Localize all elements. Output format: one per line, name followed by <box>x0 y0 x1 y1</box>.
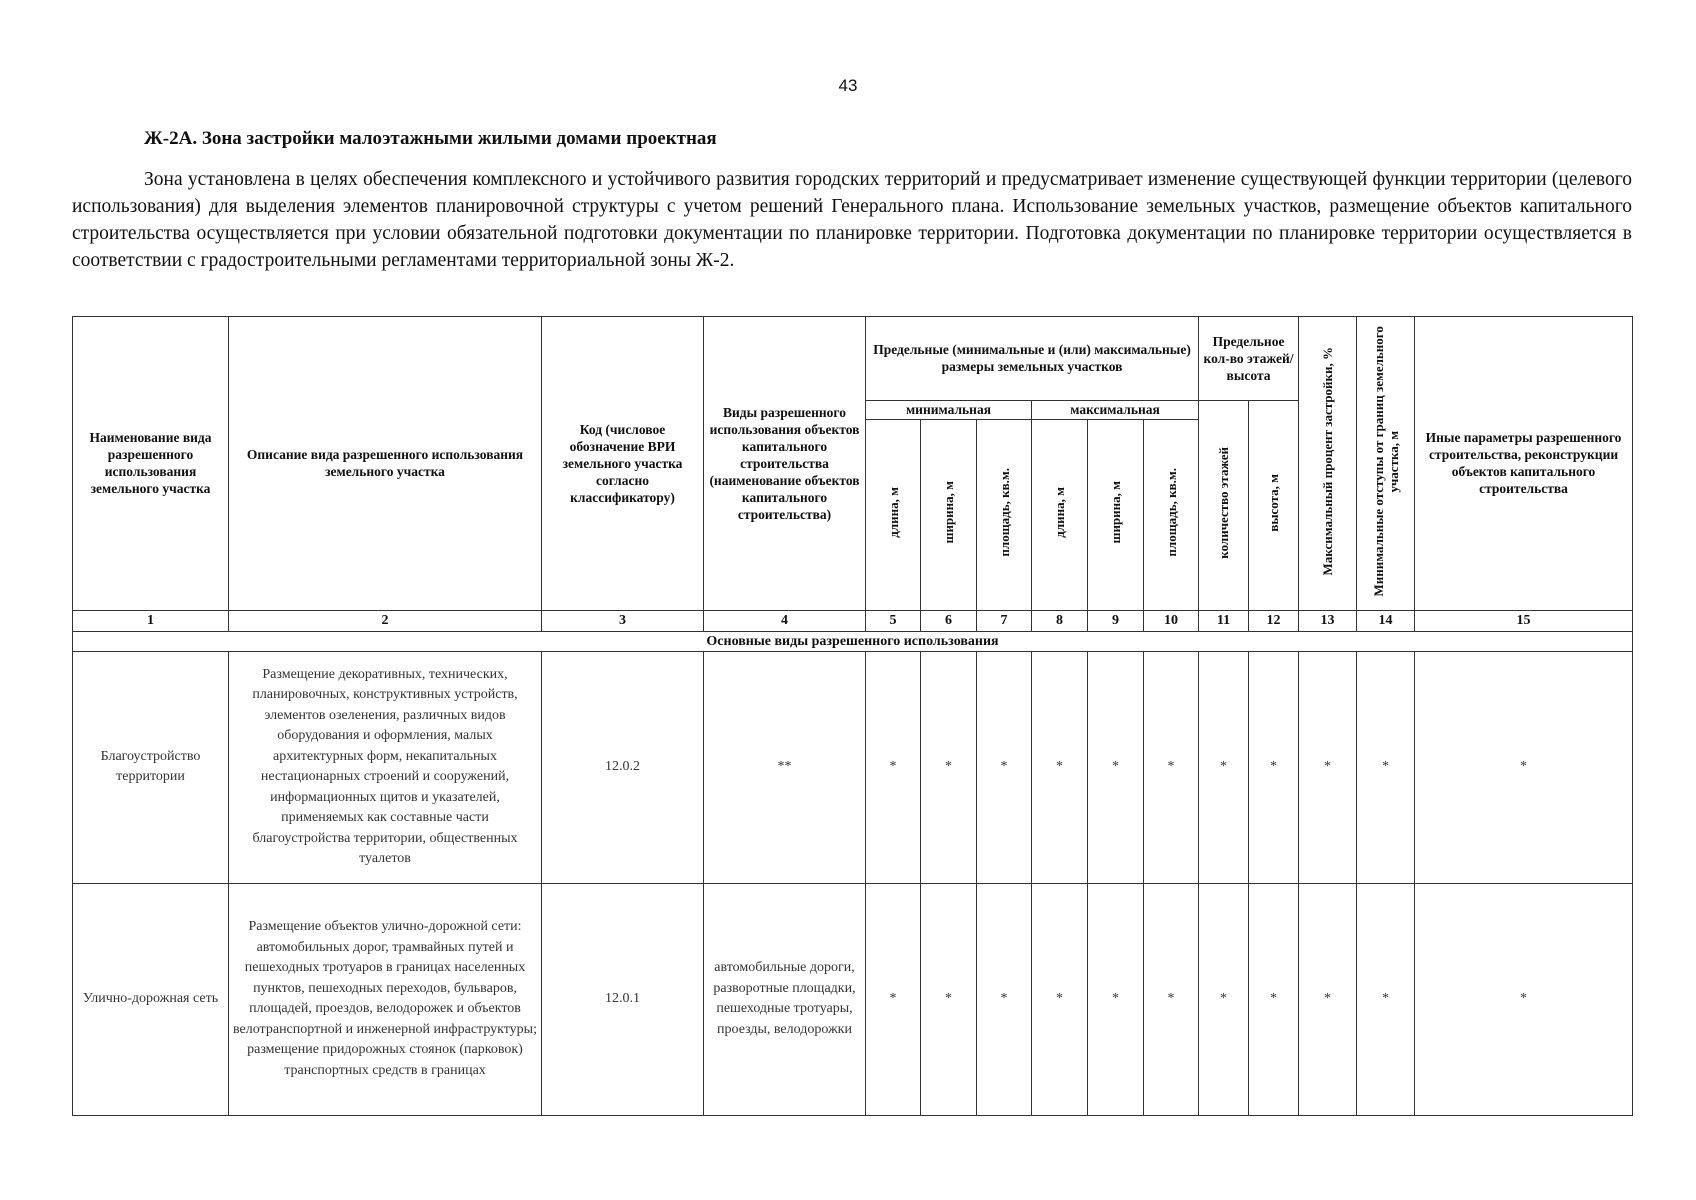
header-width-max <box>1088 419 1144 610</box>
column-number: 2 <box>229 610 542 631</box>
row-cell: * <box>1088 651 1144 883</box>
column-number: 5 <box>866 610 921 631</box>
header-row-1 <box>73 317 1633 401</box>
header-length-max <box>1032 419 1088 610</box>
header-height <box>1249 400 1299 610</box>
header-area-max <box>1144 419 1199 610</box>
group-label: Основные виды разрешенного использования <box>73 631 1633 651</box>
header-col14 <box>1357 317 1415 611</box>
row-description: Размещение объектов улично-дорожной сети: автомобильных дорог, трамвайных путей и пешеходных тротуаров в границах населенных пунктов, пешеходных переходов, бульваров, площадей, проездов, велодорожек и объектов велотранспортной и инженерной инфраструктуры; размещение придорожных стоянок (парковок) транспортных средств в границах <box>229 883 542 1115</box>
header-length-min-text: длина, м <box>885 487 901 539</box>
header-col13 <box>1299 317 1357 611</box>
header-area-min-text: площадь, кв.м. <box>996 468 1012 557</box>
header-width-min-text: ширина, м <box>941 481 956 544</box>
section-heading: Ж-2А. Зона застройки малоэтажными жилыми домами проектная <box>144 128 717 149</box>
header-floors-group: Предельное кол-во этажей/ высота <box>1199 317 1299 401</box>
intro-paragraph: Зона установлена в целях обеспечения комплексного и устойчивого развития городских территорий и предусматривает изменение существующей функции территории (целевого использования) для выделения элементов планировочной структуры с учетом решений Генерального плана. Использование земельных участков, размещение объектов капитального строительства осуществляется при условии обязательной подготовки документации по планировке территории. Подготовка документации по планировке территории осуществляется в соответствии с градостроительными регламентами территориальной зоны Ж-2. <box>72 169 1632 271</box>
header-sizes-group: Предельные (минимальные и (или) максимальные) размеры земельных участков <box>866 317 1199 401</box>
page-number: 43 <box>838 76 858 95</box>
row-description: Размещение декоративных, технических, планировочных, конструктивных устройств, элементов озеленения, различных видов оборудования и оформления, малых архитектурных форм, некапитальных нестационарных строений и сооружений, информационных щитов и указателей, применяемых как составные части благоустройства территории, общественных туалетов <box>229 651 542 883</box>
regulations-table <box>72 316 1633 1116</box>
row-cell: * <box>1357 883 1415 1115</box>
header-min-group: минимальная <box>866 400 1032 419</box>
column-number: 4 <box>704 610 866 631</box>
header-area-min <box>977 419 1032 610</box>
row-cell: * <box>1415 883 1633 1115</box>
row-cell: * <box>921 651 977 883</box>
column-number: 13 <box>1299 610 1357 631</box>
header-floors-count <box>1199 400 1249 610</box>
header-length-max-text: длина, м <box>1052 487 1067 539</box>
row-cell: * <box>866 651 921 883</box>
row-cell: * <box>1249 883 1299 1115</box>
column-number: 11 <box>1199 610 1249 631</box>
row-cell: * <box>1144 651 1199 883</box>
header-col3: Код (числовое обозначение ВРИ земельного участка согласно классификатору) <box>542 317 704 611</box>
header-col2: Описание вида разрешенного использования земельного участка <box>229 317 542 611</box>
row-name: Благоустройство территории <box>73 651 229 883</box>
row-cell: * <box>1144 883 1199 1115</box>
header-col14-text: Минимальные отступы от границ земельного участка, м <box>1370 326 1401 597</box>
row-cell: * <box>1249 651 1299 883</box>
column-number: 15 <box>1415 610 1633 631</box>
column-number: 7 <box>977 610 1032 631</box>
row-cell: * <box>1088 883 1144 1115</box>
row-code: 12.0.1 <box>542 883 704 1115</box>
header-width-max-text: ширина, м <box>1108 481 1123 544</box>
table-row <box>73 883 1633 1115</box>
row-cell: * <box>1357 651 1415 883</box>
header-col4: Виды разрешенного использования объектов капитального строительства (наименование объектов капитального строительства) <box>704 317 866 611</box>
row-cell: * <box>1199 883 1249 1115</box>
row-cell: * <box>1299 651 1357 883</box>
header-width-min <box>921 419 977 610</box>
row-cell: * <box>1415 651 1633 883</box>
row-cell: * <box>1299 883 1357 1115</box>
column-number: 12 <box>1249 610 1299 631</box>
column-number: 10 <box>1144 610 1199 631</box>
row-objects: ** <box>704 651 866 883</box>
table-row <box>73 651 1633 883</box>
header-area-max-text: площадь, кв.м. <box>1163 468 1179 557</box>
row-cell: * <box>1032 883 1088 1115</box>
column-numbers-row <box>73 610 1633 631</box>
column-number: 8 <box>1032 610 1088 631</box>
column-number: 14 <box>1357 610 1415 631</box>
row-cell: * <box>1032 651 1088 883</box>
row-cell: * <box>977 651 1032 883</box>
column-number: 6 <box>921 610 977 631</box>
row-cell: * <box>977 883 1032 1115</box>
header-max-group: максимальная <box>1032 400 1199 419</box>
header-length-min <box>866 419 921 610</box>
row-cell: * <box>1199 651 1249 883</box>
header-col15: Иные параметры разрешенного строительства, реконструкции объектов капитального строительства <box>1415 317 1633 611</box>
header-col13-text: Максимальный процент застройки, % <box>1320 347 1336 576</box>
column-number: 9 <box>1088 610 1144 631</box>
row-objects: автомобильные дороги, разворотные площадки, пешеходные тротуары, проезды, велодорожки <box>704 883 866 1115</box>
header-height-text: высота, м <box>1266 474 1282 532</box>
group-row <box>73 631 1633 651</box>
row-cell: * <box>921 883 977 1115</box>
column-number: 3 <box>542 610 704 631</box>
header-floors-count-text: количество этажей <box>1216 447 1232 559</box>
header-col1: Наименование вида разрешенного использования земельного участка <box>73 317 229 611</box>
row-code: 12.0.2 <box>542 651 704 883</box>
column-number: 1 <box>73 610 229 631</box>
row-name: Улично-дорожная сеть <box>73 883 229 1115</box>
row-cell: * <box>866 883 921 1115</box>
